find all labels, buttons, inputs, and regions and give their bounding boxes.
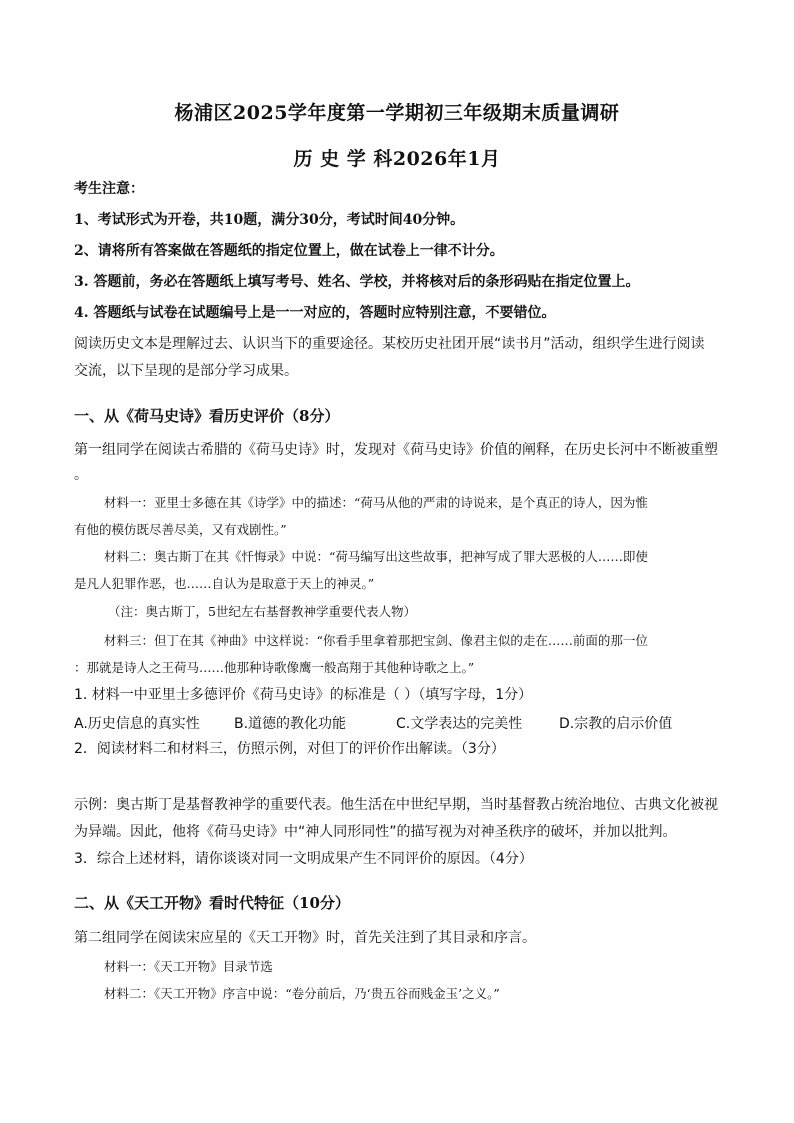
option-d: D.宗教的启示价值 [559,716,673,732]
intro-line-1: 阅读历史文本是理解过去、认识当下的重要途径。某校历史社团开展“读书月”活动，组织学生进行阅读 [74,336,705,352]
exam-title: 杨浦区2025学年度第一学期初三年级期末质量调研 [174,102,620,124]
intro-line-2: 交流，以下呈现的是部分学习成果。 [74,363,298,379]
option-c: C.文学表达的完美性 [396,716,523,732]
option-a: A.历史信息的真实性 [74,716,200,732]
section2-heading: 二、从《天工开物》看时代特征（10分） [74,894,350,912]
material-1-line-2: 有他的模仿既尽善尽美，又有戏剧性。” [74,522,287,537]
question-2: 2．阅读材料二和材料三，仿照示例，对但丁的评价作出解读。（3分） [74,741,505,757]
notice-heading: 考生注意： [74,181,144,197]
material-2-note: （注：奥古斯丁，5世纪左右基督教神学重要代表人物） [108,604,416,619]
material-2-line-1: 材料二：奥古斯丁在其《忏悔录》中说：“荷马编写出这些故事，把神写成了罪大恶极的人……即使 [104,549,648,564]
option-b: B.道德的教化功能 [234,716,347,732]
section2-material-1: 材料一：《天工开物》目录节选 [104,959,273,974]
material-1-line-1: 材料一：亚里士多德在其《诗学》中的描述：“荷马从他的严肃的诗说来，是个真正的诗人，因为惟 [104,495,648,510]
notice-item-1: 1、考试形式为开卷，共10题，满分30分，考试时间40分钟。 [74,212,465,228]
question-1: 1. 材料一中亚里士多德评价《荷马史诗》的标准是（ ）（填写字母，1分） [74,687,533,703]
notice-item-2: 2、请将所有答案做在答题纸的指定位置上，做在试卷上一律不计分。 [74,243,504,259]
material-2-line-2: 是凡人犯罪作恶，也……自认为是取意于天上的神灵。” [74,576,375,591]
notice-item-4: 4. 答题纸与试卷在试题编号上是一一对应的，答题时应特别注意，不要错位。 [74,305,556,321]
material-3-line-1: 材料三：但丁在其《神曲》中这样说：“你看手里拿着那把宝剑、像君主似的走在……前面的那一位 [104,633,648,648]
example-line-1: 示例：奥古斯丁是基督教神学的重要代表。他生活在中世纪早期，当时基督教占统治地位、古典文化被视 [74,797,718,813]
section1-lead-line-1: 第一组同学在阅读古希腊的《荷马史诗》时，发现对《荷马史诗》价值的阐释，在历史长河中不断被重塑 [74,442,718,458]
section1-lead-line-2: 。 [74,467,88,483]
section2-material-2: 材料二：《天工开物》序言中说：“卷分前后，乃‘贵五谷而贱金玉’之义。” [104,986,500,1001]
section2-lead: 第二组同学在阅读宋应星的《天工开物》时，首先关注到了其目录和序言。 [74,930,536,946]
notice-item-3: 3. 答题前，务必在答题纸上填写考号、姓名、学校，并将核对后的条形码贴在指定位置上。 [74,274,640,290]
exam-subtitle: 历 史 学 科2026年1月 [293,148,501,170]
material-3-line-2: ：那就是诗人之王荷马……他那种诗歌像鹰一般高翔于其他种诗歌之上。” [74,660,475,675]
section1-heading: 一、从《荷马史诗》看历史评价（8分） [74,407,340,425]
question-3: 3．综合上述材料，请你谈谈对同一文明成果产生不同评价的原因。（4分） [74,851,533,867]
example-line-2: 为异端。因此，他将《荷马史诗》中“神人同形同性”的描写视为对神圣秩序的破坏，并加以批判。 [74,824,677,840]
question-1-options [74,713,724,731]
